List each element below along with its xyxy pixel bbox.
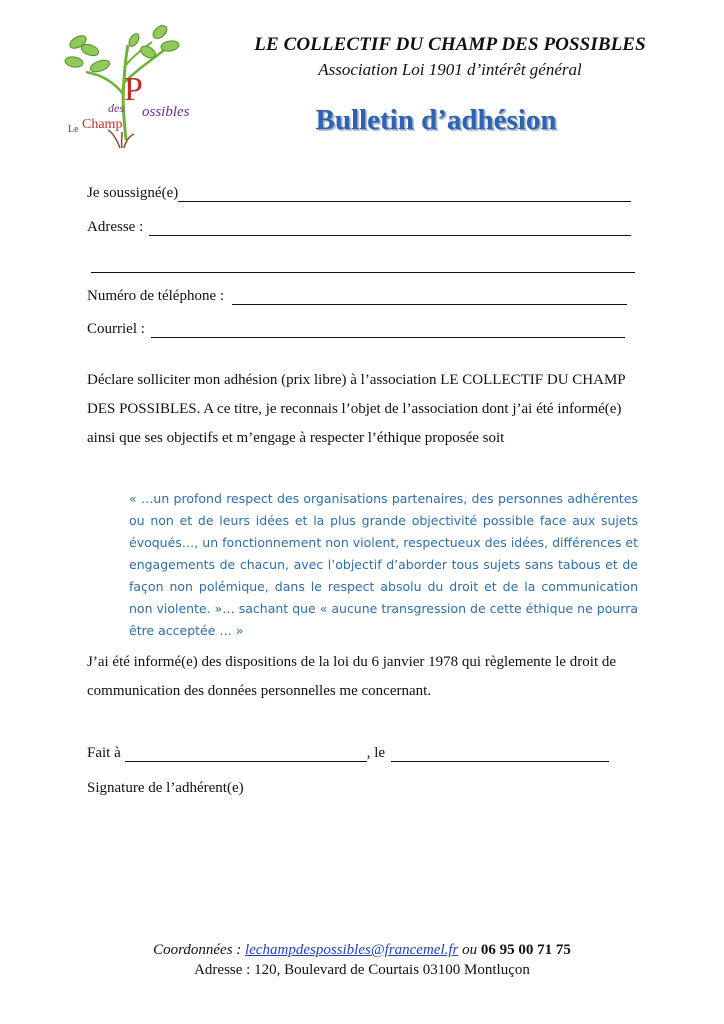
phone-label: Numéro de téléphone :	[87, 288, 225, 304]
organization-name: LE COLLECTIF DU CHAMP DES POSSIBLES	[254, 34, 646, 55]
logo-word-le: Le	[68, 124, 79, 135]
date-input-line[interactable]	[391, 747, 609, 762]
signature-label: Signature de l’adhérent(e)	[87, 780, 244, 796]
phone-number: 06 95 00 71 75	[480, 942, 571, 958]
or-text: ou	[462, 942, 478, 958]
place-input-line[interactable]	[125, 747, 367, 762]
place-date-row	[87, 742, 609, 762]
logo-letter-p: P	[124, 71, 143, 108]
association-logo	[64, 20, 204, 154]
email-link[interactable]: lechampdespossibles@francemel.fr	[245, 942, 459, 958]
date-label: , le	[366, 745, 386, 761]
ethics-quote: « …un profond respect des organisations partenaires, des personnes adhérentes ou non et de leurs idées et la plus grande objectivité possible face aux sujets évoqués…, un fonctionnement non violent, respectueux des idées, différences et engagements de chacun, avec l’objectif d’aborder tous sujets sans tabous et de façon non polémique, dans le respect absolu du droit et de la communication non violente. »… sachant que « aucune transgression de cette éthique ne pourra être acceptée … »	[129, 491, 638, 638]
coord-label: Coordonnées :	[153, 942, 242, 958]
fait-label: Fait à	[87, 745, 121, 761]
email-label: Courriel :	[87, 321, 145, 337]
law-notice-paragraph: J’ai été informé(e) des dispositions de la loi du 6 janvier 1978 qui règlemente le droit de communication des données personnelles me concernant.	[87, 654, 617, 699]
name-input-line[interactable]	[178, 187, 631, 202]
footer-address: Adresse : 120, Boulevard de Courtais 03100 Montluçon	[194, 962, 530, 978]
address-input-line[interactable]	[149, 221, 631, 236]
address-label: Adresse :	[87, 219, 144, 235]
logo-word-possibles: ossibles	[142, 104, 190, 120]
address-field	[87, 216, 631, 236]
organization-subtitle: Association Loi 1901 d’intérêt général	[318, 60, 582, 79]
email-field	[87, 318, 625, 338]
phone-input-line[interactable]	[232, 290, 627, 305]
logo-word-champ: Champ	[82, 117, 123, 132]
phone-field	[87, 285, 627, 305]
address-input-line-2[interactable]	[91, 258, 635, 273]
document-title: Bulletin d’adhésion	[315, 104, 557, 136]
name-field	[87, 182, 631, 202]
declaration-paragraph: Déclare solliciter mon adhésion (prix libre) à l’association LE COLLECTIF DU CHAMP DES POSSIBLES. A ce titre, je reconnais l’objet de l’association dont j’ai été informé(e) ainsi que ses objectifs et m’engage à respecter l’éthique proposée soit	[87, 372, 626, 446]
address-second-line	[91, 253, 635, 273]
email-input-line[interactable]	[151, 323, 625, 338]
footer-contact	[0, 942, 724, 959]
name-label: Je soussigné(e)	[87, 185, 179, 201]
logo-word-des: des	[108, 101, 124, 115]
